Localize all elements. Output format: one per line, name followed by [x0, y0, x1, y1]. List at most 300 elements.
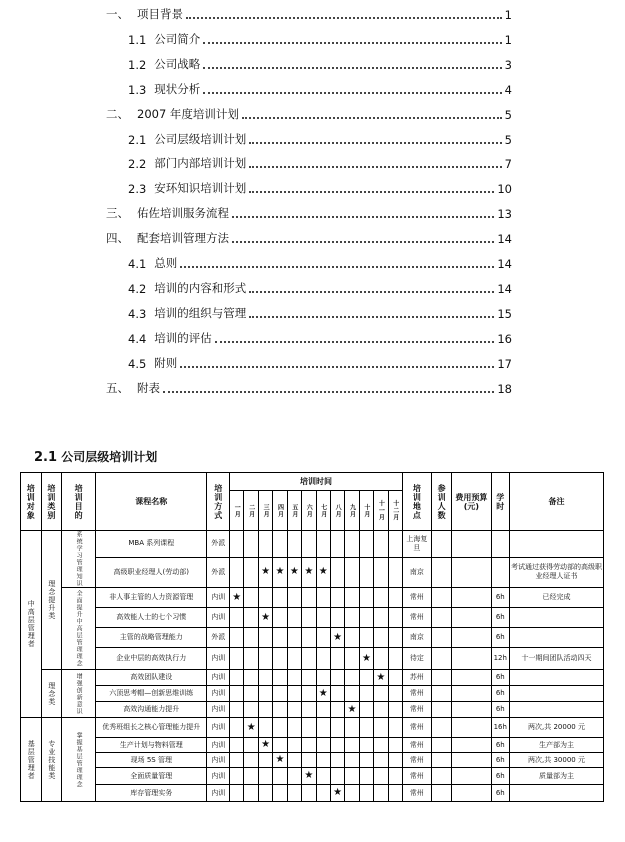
month-cell — [287, 738, 301, 753]
month-cell — [388, 686, 402, 702]
month-cell — [388, 753, 402, 768]
month-cell — [273, 753, 287, 768]
hours-cell: 6h — [491, 738, 510, 753]
toc-number: 三、 — [106, 206, 129, 221]
toc-page: 17 — [497, 356, 512, 371]
month-cell — [330, 768, 344, 785]
course-cell: 生产计划与物料管理 — [96, 738, 207, 753]
budget-cell — [452, 557, 491, 587]
toc-leader — [215, 341, 495, 343]
toc-entry[interactable] — [128, 56, 512, 72]
toc-title: 佑佐培训服务流程 — [137, 206, 229, 221]
hours-cell: 6h — [491, 608, 510, 628]
header-target: 培训对象 — [21, 473, 42, 531]
month-cell — [287, 557, 301, 587]
month-cell — [244, 702, 258, 718]
toc-leader — [203, 42, 501, 44]
month-cell — [258, 718, 272, 738]
people-cell — [431, 588, 452, 608]
location-cell: 常州 — [402, 753, 431, 768]
hours-cell: 12h — [491, 648, 510, 670]
month-cell — [230, 648, 244, 670]
people-cell — [431, 608, 452, 628]
hours-cell: 16h — [491, 718, 510, 738]
course-cell: 优秀班组长之核心管理能力提升 — [96, 718, 207, 738]
toc-entry[interactable] — [128, 31, 512, 47]
month-cell — [374, 648, 388, 670]
month-cell — [388, 648, 402, 670]
course-cell: 高效能人士的七个习惯 — [96, 608, 207, 628]
month-cell — [302, 670, 316, 686]
month-cell — [345, 686, 359, 702]
table-row — [21, 588, 604, 608]
course-cell: 高级职业经理人(劳动部) — [96, 557, 207, 587]
toc-page: 14 — [497, 257, 512, 271]
scheduled-star-icon: ★ — [261, 739, 271, 750]
month-cell — [316, 753, 330, 768]
month-cell — [302, 648, 316, 670]
month-cell — [287, 753, 301, 768]
budget-cell — [452, 648, 491, 670]
course-cell: 六顶思考帽—创新思维训练 — [96, 686, 207, 702]
course-cell: 库存管理实务 — [96, 785, 207, 802]
section-number: 2.1 — [34, 450, 58, 465]
month-header: 九月 — [345, 491, 359, 531]
hours-cell: 6h — [491, 686, 510, 702]
month-cell — [330, 718, 344, 738]
month-cell — [244, 648, 258, 670]
toc-page: 14 — [497, 281, 512, 296]
toc-title: 公司简介 — [154, 31, 201, 46]
budget-cell — [452, 628, 491, 648]
remark-cell: 两次,共 20000 元 — [510, 718, 604, 738]
month-cell — [287, 718, 301, 738]
month-cell — [345, 702, 359, 718]
toc-entry[interactable] — [128, 255, 512, 271]
month-header: 五月 — [287, 491, 301, 531]
hours-cell: 6h — [491, 670, 510, 686]
toc-page: 4 — [504, 82, 512, 97]
hours-cell: 6h — [491, 588, 510, 608]
header-location: 培训地点 — [402, 473, 431, 531]
month-cell — [345, 608, 359, 628]
month-cell — [316, 588, 330, 608]
scheduled-star-icon: ★ — [318, 566, 328, 578]
month-cell — [374, 531, 388, 558]
toc-title: 培训的评估 — [154, 330, 212, 345]
month-cell — [374, 670, 388, 686]
month-cell — [244, 686, 258, 702]
month-cell — [388, 628, 402, 648]
month-cell — [345, 768, 359, 785]
target-cell: 中高层管理者 — [21, 531, 42, 718]
toc-title: 培训的内容和形式 — [154, 280, 247, 295]
section-heading — [34, 448, 157, 465]
toc-entry[interactable] — [128, 305, 512, 321]
hours-cell: 6h — [491, 785, 510, 802]
month-header: 四月 — [273, 491, 287, 531]
month-cell — [258, 670, 272, 686]
toc-entry[interactable] — [106, 380, 512, 396]
location-cell: 上海复旦 — [402, 531, 431, 558]
toc-leader — [249, 291, 494, 293]
month-cell — [287, 768, 301, 785]
purpose-cell: 掌握基层管理理念 — [62, 718, 96, 802]
toc-number: 2.2 — [128, 157, 147, 172]
month-cell — [388, 588, 402, 608]
scheduled-star-icon: ★ — [333, 787, 343, 798]
month-cell — [230, 557, 244, 587]
toc-leader — [249, 142, 501, 144]
hours-cell: 6h — [491, 628, 510, 648]
category-cell: 理念类 — [41, 670, 62, 718]
budget-cell — [452, 768, 491, 785]
month-cell — [345, 588, 359, 608]
month-cell — [345, 753, 359, 768]
toc-number: 4.3 — [128, 306, 147, 321]
budget-cell — [452, 531, 491, 558]
month-cell — [302, 588, 316, 608]
month-cell — [374, 753, 388, 768]
location-cell: 常州 — [402, 718, 431, 738]
month-cell — [230, 628, 244, 648]
toc-page: 15 — [497, 306, 512, 321]
month-cell — [244, 785, 258, 802]
month-cell — [244, 531, 258, 558]
toc-number: 一、 — [106, 7, 129, 21]
course-cell: 全面质量管理 — [96, 768, 207, 785]
scheduled-star-icon: ★ — [261, 611, 271, 623]
month-cell — [258, 588, 272, 608]
toc-leader — [242, 117, 502, 119]
toc-title: 总则 — [154, 256, 178, 270]
month-header: 八月 — [330, 491, 344, 531]
remark-cell: 质量部为主 — [510, 768, 604, 785]
month-cell — [230, 588, 244, 608]
month-cell — [287, 608, 301, 628]
toc-entry[interactable] — [106, 6, 512, 22]
toc-entry[interactable] — [128, 280, 512, 296]
month-cell — [287, 670, 301, 686]
month-cell — [230, 686, 244, 702]
month-cell — [302, 718, 316, 738]
toc-entry[interactable] — [128, 180, 512, 196]
toc-page: 13 — [497, 207, 512, 222]
month-cell — [273, 670, 287, 686]
month-cell — [359, 785, 373, 802]
month-cell — [316, 785, 330, 802]
toc-title: 公司战略 — [154, 56, 201, 71]
table-row — [21, 531, 604, 558]
purpose-cell: 系统学习管理知识 — [62, 531, 96, 588]
remark-cell — [510, 785, 604, 802]
remark-cell — [510, 531, 604, 558]
header-time: 培训时间 — [230, 473, 403, 491]
toc-number: 1.1 — [128, 32, 147, 47]
month-header: 十一月 — [374, 491, 388, 531]
month-cell — [359, 670, 373, 686]
month-cell — [316, 738, 330, 753]
month-cell — [359, 588, 373, 608]
toc-entry[interactable] — [106, 205, 512, 221]
scheduled-star-icon: ★ — [275, 754, 285, 765]
table-row — [21, 738, 604, 753]
purpose-cell: 全面提升中高层管理理念 — [62, 588, 96, 670]
toc-leader — [232, 241, 494, 243]
month-cell — [388, 702, 402, 718]
toc-leader — [203, 92, 501, 94]
month-cell — [316, 768, 330, 785]
scheduled-star-icon: ★ — [361, 652, 371, 664]
remark-cell: 考试通过获得劳动部的高级职业经理人证书 — [510, 557, 604, 587]
month-cell — [302, 753, 316, 768]
scheduled-star-icon: ★ — [318, 687, 328, 699]
category-cell: 专业技能类 — [41, 718, 62, 802]
month-cell — [316, 702, 330, 718]
toc-number: 1.3 — [128, 82, 147, 97]
toc-entry[interactable] — [128, 155, 512, 171]
month-cell — [374, 738, 388, 753]
people-cell — [431, 768, 452, 785]
month-cell — [316, 648, 330, 670]
month-cell — [287, 531, 301, 558]
month-cell — [359, 628, 373, 648]
month-cell — [244, 768, 258, 785]
month-cell — [230, 718, 244, 738]
remark-cell: 已经完成 — [510, 588, 604, 608]
header-budget: 费用预算(元) — [452, 473, 491, 531]
month-cell — [316, 557, 330, 587]
month-cell — [388, 531, 402, 558]
month-cell — [345, 785, 359, 802]
month-header: 七月 — [316, 491, 330, 531]
location-cell: 常州 — [402, 608, 431, 628]
month-cell — [359, 557, 373, 587]
month-cell — [273, 686, 287, 702]
table-row — [21, 768, 604, 785]
table-row — [21, 628, 604, 648]
scheduled-star-icon: ★ — [333, 631, 343, 643]
people-cell — [431, 531, 452, 558]
month-cell — [330, 670, 344, 686]
people-cell — [431, 686, 452, 702]
month-cell — [258, 753, 272, 768]
toc-number: 4.1 — [128, 257, 147, 271]
month-cell — [316, 718, 330, 738]
budget-cell — [452, 702, 491, 718]
method-cell: 内训 — [207, 702, 230, 718]
remark-cell: 生产部为主 — [510, 738, 604, 753]
toc-page: 16 — [497, 331, 512, 346]
month-cell — [258, 628, 272, 648]
month-cell — [316, 608, 330, 628]
month-cell — [302, 628, 316, 648]
location-cell: 常州 — [402, 702, 431, 718]
toc-page: 3 — [504, 57, 512, 72]
month-cell — [388, 557, 402, 587]
training-plan-table — [20, 472, 604, 802]
month-cell — [258, 686, 272, 702]
month-cell — [374, 588, 388, 608]
month-cell — [273, 702, 287, 718]
month-cell — [273, 785, 287, 802]
method-cell: 外派 — [207, 531, 230, 558]
month-cell — [388, 785, 402, 802]
method-cell: 内训 — [207, 738, 230, 753]
month-cell — [230, 768, 244, 785]
month-cell — [258, 608, 272, 628]
table-row — [21, 608, 604, 628]
month-cell — [345, 738, 359, 753]
month-cell — [374, 628, 388, 648]
month-cell — [273, 588, 287, 608]
course-cell: 现场 5S 管理 — [96, 753, 207, 768]
location-cell: 待定 — [402, 648, 431, 670]
people-cell — [431, 718, 452, 738]
location-cell: 南京 — [402, 628, 431, 648]
scheduled-star-icon: ★ — [275, 566, 285, 578]
month-cell — [244, 670, 258, 686]
month-cell — [230, 670, 244, 686]
section-title: 公司层级培训计划 — [61, 450, 158, 464]
toc-leader — [203, 67, 501, 69]
month-cell — [374, 686, 388, 702]
toc-number: 4.2 — [128, 281, 147, 296]
toc-title: 安环知识培训计划 — [154, 181, 247, 196]
month-cell — [374, 702, 388, 718]
people-cell — [431, 702, 452, 718]
month-cell — [359, 753, 373, 768]
month-header: 六月 — [302, 491, 316, 531]
month-cell — [330, 557, 344, 587]
month-cell — [273, 718, 287, 738]
month-cell — [388, 670, 402, 686]
toc-title: 附表 — [137, 380, 160, 395]
toc-number: 4.5 — [128, 356, 147, 371]
toc-number: 二、 — [106, 106, 129, 121]
budget-cell — [452, 588, 491, 608]
month-cell — [258, 531, 272, 558]
month-cell — [287, 785, 301, 802]
month-cell — [230, 785, 244, 802]
month-cell — [258, 702, 272, 718]
toc-leader — [186, 17, 502, 19]
month-cell — [345, 531, 359, 558]
month-header: 十二月 — [388, 491, 402, 531]
toc-entry[interactable] — [128, 81, 512, 97]
month-cell — [345, 670, 359, 686]
toc-entry[interactable] — [106, 230, 512, 246]
remark-cell: 两次,共 30000 元 — [510, 753, 604, 768]
month-cell — [374, 785, 388, 802]
month-cell — [230, 753, 244, 768]
table-row — [21, 785, 604, 802]
month-cell — [287, 628, 301, 648]
method-cell: 内训 — [207, 648, 230, 670]
course-cell: 高效沟通能力提升 — [96, 702, 207, 718]
remark-cell — [510, 628, 604, 648]
course-cell: 非人事主管的人力资源管理 — [96, 588, 207, 608]
toc-entry[interactable] — [106, 106, 512, 122]
toc-title: 附则 — [154, 355, 178, 370]
month-cell — [316, 531, 330, 558]
header-course: 课程名称 — [96, 473, 207, 531]
scheduled-star-icon: ★ — [304, 770, 314, 781]
remark-cell — [510, 670, 604, 686]
month-cell — [359, 718, 373, 738]
month-cell — [388, 718, 402, 738]
course-cell: 高效团队建设 — [96, 670, 207, 686]
budget-cell — [452, 686, 491, 702]
month-cell — [244, 738, 258, 753]
month-cell — [230, 531, 244, 558]
method-cell: 内训 — [207, 768, 230, 785]
method-cell: 内训 — [207, 670, 230, 686]
method-cell: 内训 — [207, 588, 230, 608]
table-row — [21, 753, 604, 768]
toc-leader — [249, 316, 494, 318]
month-cell — [330, 531, 344, 558]
people-cell — [431, 557, 452, 587]
scheduled-star-icon: ★ — [289, 566, 299, 578]
method-cell: 内训 — [207, 608, 230, 628]
month-cell — [287, 648, 301, 670]
location-cell: 常州 — [402, 588, 431, 608]
scheduled-star-icon: ★ — [347, 703, 357, 715]
toc-title: 培训的组织与管理 — [154, 305, 247, 320]
month-cell — [273, 628, 287, 648]
table-row — [21, 557, 604, 587]
toc-entry[interactable] — [128, 355, 512, 371]
month-cell — [330, 628, 344, 648]
method-cell: 内训 — [207, 686, 230, 702]
month-cell — [330, 702, 344, 718]
toc-page: 1 — [504, 8, 512, 22]
location-cell: 常州 — [402, 768, 431, 785]
course-cell: 企业中层的高效执行力 — [96, 648, 207, 670]
people-cell — [431, 738, 452, 753]
month-header: 一月 — [230, 491, 244, 531]
course-cell: 主管的战略管理能力 — [96, 628, 207, 648]
people-cell — [431, 628, 452, 648]
header-purpose: 培训目的 — [62, 473, 96, 531]
toc-number: 2.3 — [128, 182, 147, 197]
toc-leader — [249, 191, 494, 193]
toc-entry[interactable] — [128, 330, 512, 346]
month-cell — [345, 557, 359, 587]
header-remark: 备注 — [510, 473, 604, 531]
scheduled-star-icon: ★ — [304, 566, 314, 578]
month-cell — [273, 557, 287, 587]
month-cell — [287, 588, 301, 608]
month-cell — [374, 718, 388, 738]
scheduled-star-icon: ★ — [232, 591, 242, 603]
location-cell: 南京 — [402, 557, 431, 587]
toc-number: 1.2 — [128, 57, 147, 72]
purpose-cell: 增强创新意识 — [62, 670, 96, 718]
table-row — [21, 670, 604, 686]
header-category: 培训类别 — [41, 473, 62, 531]
month-cell — [230, 702, 244, 718]
month-cell — [302, 557, 316, 587]
hours-cell: 6h — [491, 702, 510, 718]
toc-title: 现状分析 — [154, 81, 201, 96]
toc-title: 配套培训管理方法 — [137, 231, 229, 246]
toc-entry[interactable] — [128, 131, 512, 147]
month-cell — [330, 686, 344, 702]
toc-page: 7 — [504, 157, 512, 172]
month-cell — [359, 702, 373, 718]
